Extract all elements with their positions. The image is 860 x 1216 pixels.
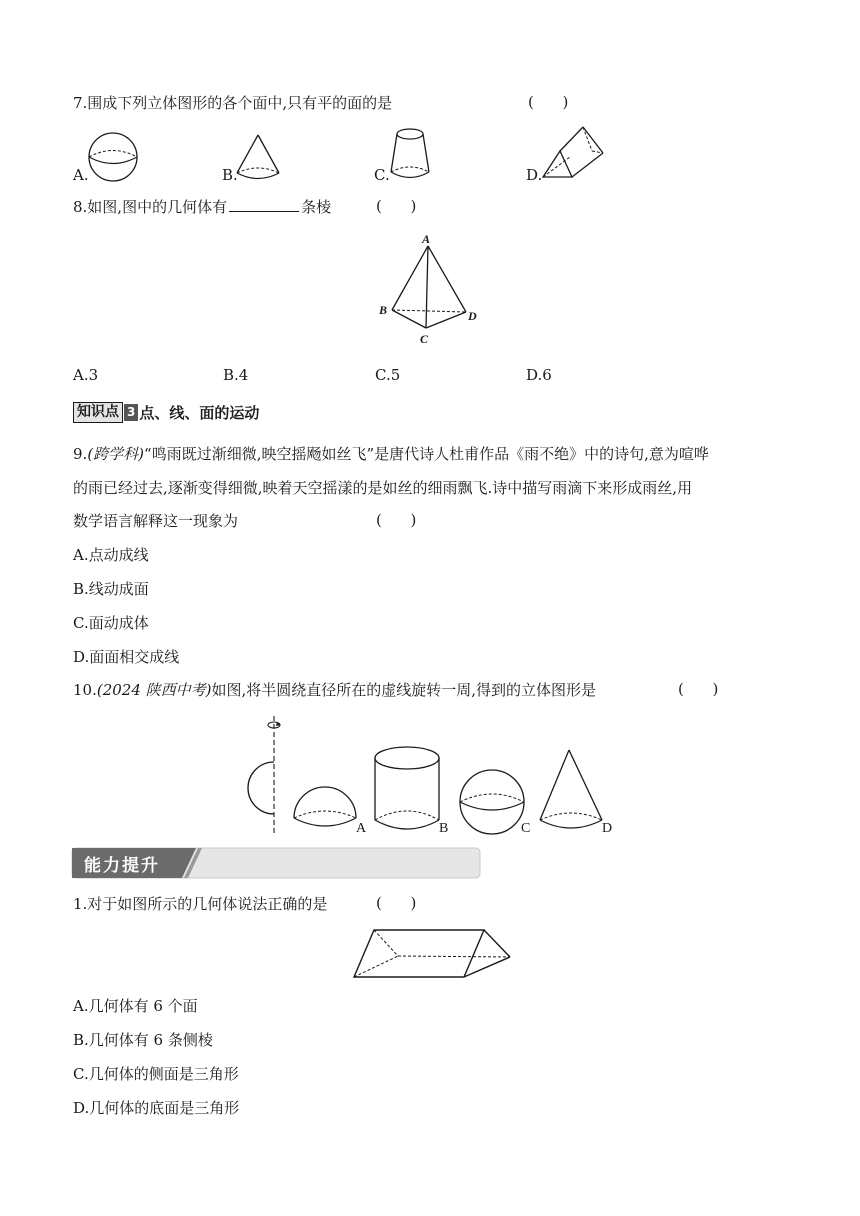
q8-answer-paren: ( ) [376, 197, 417, 215]
q9-option-d: D.面面相交成线 [73, 648, 180, 666]
q8-stem-after: 条棱 [301, 198, 332, 216]
q10-tag: (2024 陕西中考) [96, 681, 212, 699]
q9-stem-line2: 的雨已经过去,逐渐变得细微,映着天空摇漾的是如丝的细雨飘飞.诗中描写雨滴下来形成雨丝,用 [73, 479, 693, 497]
cone-figure [234, 133, 284, 185]
q8-option-c: C.5 [375, 366, 401, 384]
q10-option-c-label: C [521, 821, 531, 836]
q9-number: 9. [73, 445, 88, 463]
q10-number: 10. [73, 681, 97, 699]
vertex-d-label: D [468, 309, 477, 323]
q9-option-b: B.线动成面 [73, 580, 149, 598]
q9-option-a: A.点动成线 [73, 546, 149, 564]
p1-option-c: C.几何体的侧面是三角形 [73, 1065, 239, 1083]
knowledge-point-title: 点、线、面的运动 [139, 403, 260, 422]
tetrahedron-figure [376, 232, 486, 347]
q8-answer-blank [229, 197, 299, 212]
q7-option-a-label: A. [73, 166, 89, 184]
q8-stem-before: 8.如图,图中的几何体有 [73, 198, 228, 216]
q9-stem-line1 [73, 444, 709, 464]
sphere-figure [86, 132, 142, 184]
q9-tag: (跨学科) [87, 445, 145, 463]
q7-option-c-label: C. [374, 166, 390, 184]
p1-option-a: A.几何体有 6 个面 [73, 997, 198, 1015]
q8-option-d: D.6 [526, 366, 552, 384]
q10-option-b-label: B [439, 821, 449, 836]
q9-stem-line3: 数学语言解释这一现象为 [73, 512, 239, 530]
q10-stem [73, 680, 596, 700]
knowledge-point-label: 知识点 [73, 402, 123, 423]
vertex-c-label: C [420, 332, 429, 346]
q10-figure [236, 710, 626, 838]
q9-option-c: C.面动成体 [73, 614, 149, 632]
vertex-a-label: A [422, 232, 431, 246]
p1-stem: 1.对于如图所示的几何体说法正确的是 [73, 895, 328, 913]
q9-answer-paren: ( ) [376, 511, 417, 529]
lying-triangular-prism-figure [350, 922, 516, 982]
q7-option-b-label: B. [222, 166, 238, 184]
q7-answer-paren: ( ) [528, 93, 569, 111]
p1-answer-paren: ( ) [376, 894, 417, 912]
q8-stem [73, 197, 331, 217]
knowledge-point-number: 3 [124, 404, 138, 421]
knowledge-point-heading [73, 401, 259, 423]
q9-text-line1: “鸣雨既过渐细微,映空摇飏如丝飞”是唐代诗人杜甫作品《雨不绝》中的诗句,意为喧哗 [144, 445, 709, 463]
q8-option-a: A.3 [73, 366, 99, 384]
section-title: 能力提升 [84, 856, 160, 876]
ability-section-banner [72, 848, 480, 878]
frustum-figure [388, 126, 434, 184]
triangular-prism-figure [540, 123, 610, 183]
p1-option-d: D.几何体的底面是三角形 [73, 1099, 240, 1117]
q10-answer-paren: ( ) [678, 680, 719, 698]
q10-text: 如图,将半圆绕直径所在的虚线旋转一周,得到的立体图形是 [211, 681, 597, 699]
q8-option-b: B.4 [223, 366, 249, 384]
q7-stem: 7.围成下列立体图形的各个面中,只有平的面的是 [73, 94, 393, 112]
p1-option-b: B.几何体有 6 条侧棱 [73, 1031, 213, 1049]
q10-option-d-label: D [602, 821, 613, 836]
q7-option-d-label: D. [526, 166, 543, 184]
q10-option-a-label: A [356, 821, 367, 836]
vertex-b-label: B [379, 303, 388, 317]
